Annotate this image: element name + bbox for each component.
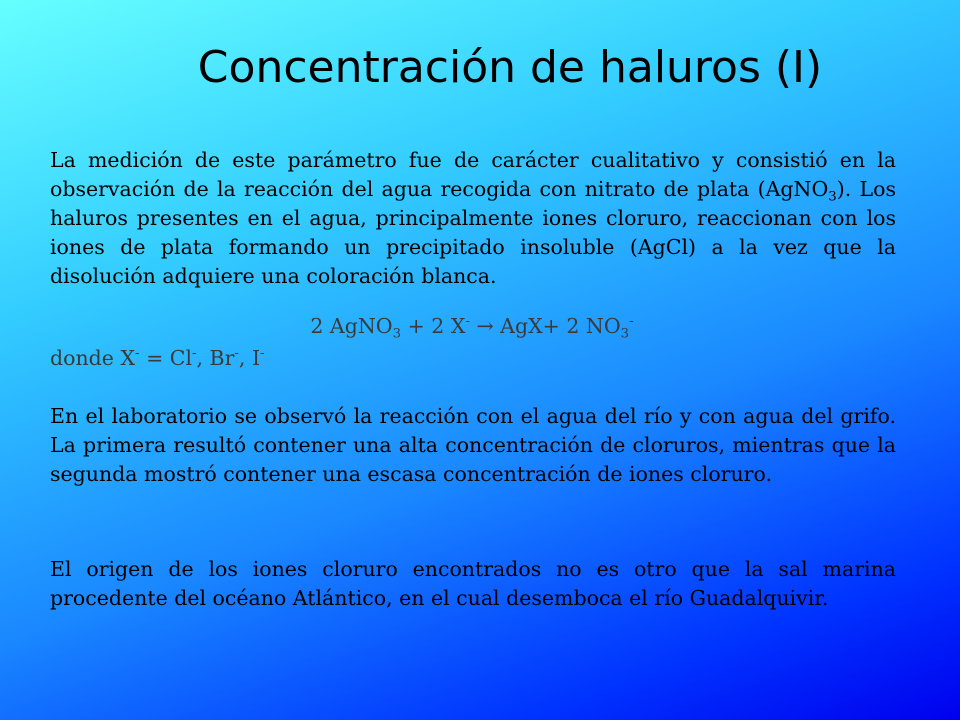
equation-superscript: -	[629, 314, 634, 330]
paragraph-origin: El origen de los iones cloruro encontrados no es otro que la sal marina procedente del océano Atlántico, en el cual desemboca el río Guadalquivir.	[50, 557, 896, 610]
definition-superscript: -	[234, 346, 239, 362]
equation-part: → AgX+ 2 NO	[469, 314, 621, 338]
paragraph-measurement	[50, 146, 896, 291]
paragraph-laboratory: En el laboratorio se observó la reacción con el agua del río y con agua del grifo. La primera resultó contener una alta concentración de cloruros, mientras que la segunda mostró contener una escasa concentración de iones cloruro.	[50, 404, 896, 486]
paragraph-text-part: ). Los haluros presentes en el agua, principalmente iones cloruro, reaccionan con los iones de plata formando un precipitado insoluble (AgCl) a la vez que la disolución adquiere una coloración blanca.	[50, 177, 896, 288]
equation-subscript: 3	[620, 326, 630, 342]
definition-part: , Br	[196, 346, 235, 370]
equation-part: 2 AgNO	[310, 314, 393, 338]
definition-superscript: -	[260, 346, 265, 362]
paragraph-text-part: La medición de este parámetro fue de carácter cualitativo y consistió en la observación de la reacción del agua recogida con nitrato de plata (AgNO	[50, 148, 896, 201]
definition-superscript: -	[135, 346, 140, 362]
slide-title: Concentración de haluros (I)	[197, 42, 823, 93]
definition-part: donde X	[50, 346, 136, 370]
definition-superscript: -	[192, 346, 197, 362]
halide-definition	[50, 346, 265, 370]
chemical-equation	[0, 314, 944, 342]
formula-subscript: 3	[828, 189, 837, 205]
equation-subscript: 3	[392, 326, 402, 342]
equation-superscript: -	[465, 314, 470, 330]
definition-part: = Cl	[139, 346, 192, 370]
definition-part: , I	[238, 346, 261, 370]
equation-part: + 2 X	[401, 314, 466, 338]
